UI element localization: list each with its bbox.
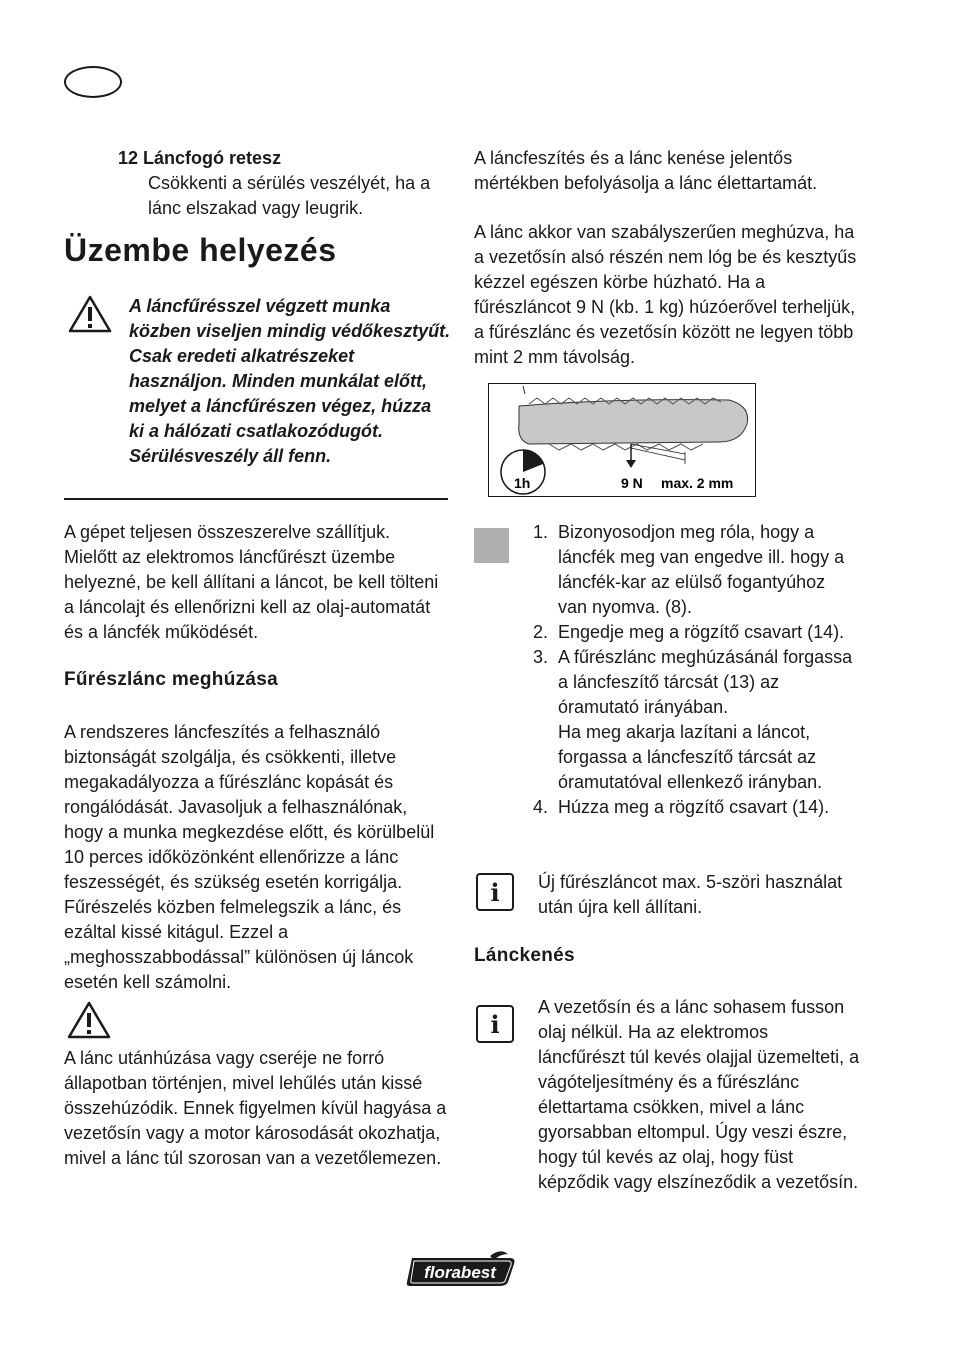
item-12-text: Csökkenti a sérülés veszélyét, ha a lánc elszakad vagy leugrik. [148,173,431,218]
chain-bar-illustration [489,384,755,496]
step-item: 1. Bizonyosodjon meg róla, hogy a láncfék meg van engedve ill. hogy a láncfék-kar az elülső fogantyúhoz van nyomva. (8). [532,522,845,617]
step-item: 3. A fűrészlánc meghúzásánál forgassa a láncfeszítő tárcsát (13) az óramutató irányában. Ha meg akarja lazítani a láncot, forgassa a láncfeszítő tárcsát az óramutatóval ellenkező irányban. [532,647,853,792]
subheading-chain-tension: Fűrészlánc meghúzása [64,669,279,690]
item-12-heading [118,146,448,171]
logo-text: florabest [424,1263,496,1282]
step-marker [474,528,509,563]
chain-tension-diagram [488,383,756,497]
florabest-logo [404,1250,518,1288]
info-text-1: Új fűrészláncot max. 5-szöri használat után újra kell állítani. [538,872,843,917]
steps-list [524,520,858,820]
warning-icon-2 [66,1000,112,1040]
warning-paragraph: A lánc utánhúzása vagy cseréje ne forró állapotban történjen, mivel lehűlés után kissé összehúzódik. Ennek figyelmen kívül hagyása a vezetősín vagy a motor károsodását okozhatja, mivel a lánc túl szorosan van a vezetőlemezen. [64,1048,447,1168]
label-max: max. 2 mm [661,475,734,491]
item-12 [118,146,448,221]
warning-text: A láncfűrésszel végzett munka közben viseljen mindig védőkesztyűt. Csak eredeti alkatrészeket használjon. Minden munkálat előtt, melyet a láncfűrészen végez, húzza ki a hálózati csatlakozódugót. Sérülésveszély áll fenn. [129,296,451,466]
right-paragraph-1: A láncfeszítés és a lánc kenése jelentős mértékben befolyásolja a lánc élettartamát. [474,148,818,193]
step-item: 4. Húzza meg a rögzítő csavart (14). [532,797,830,817]
body-paragraph: A rendszeres láncfeszítés a felhasználó biztonságát szolgálja, és csökkenti, illetve megakadályozza a fűrészlánc kopását és rongálódását. Javasoljuk a felhasználónak, hogy a munka megkezdése előtt, és körülbelül 10 perces időközönként ellenőrizze a lánc feszességét, és szükség esetén korrigálja. Fűrészelés közben felmelegszik a lánc, és ezáltal kissé kitágul. Ezzel a „meghosszabbodással” különösen új láncok esetén kell számolni. [64,722,435,992]
label-9n: 9 N [621,475,643,491]
section-title: Üzembe helyezés [64,232,337,268]
warning-icon [67,294,113,334]
info-icon: i [476,873,514,911]
info-text-2: A vezetősín és a lánc sohasem fusson olaj nélkül. Ha az elektromos láncfűrészt túl kevés olajjal üzemelteti, a vágóteljesítmény és a fűrészlánc élettartama csökken, mivel a lánc gyorsabban eltompul. Úgy veszi észre, hogy túl kevés az olaj, hogy füst képződik vagy elszíneződik a vezetősín. [538,997,860,1192]
item-12-number: 12 [118,148,139,168]
item-12-title: Láncfogó retesz [143,148,282,168]
label-1h: 1h [514,475,531,491]
warning-box [64,294,451,500]
step-item: 2. Engedje meg a rögzítő csavart (14). [532,622,845,642]
info-icon-2: i [476,1005,514,1043]
intro-paragraph: A gépet teljesen összeszerelve szállítjuk. Mielőtt az elektromos láncfűrészt üzembe helyezné, be kell állítani a láncot, be kell tölteni a láncolajt és ellenőrizni kell az olaj-automatát és a láncfék működését. [64,522,439,642]
subheading-lubrication: Lánckenés [474,945,575,966]
right-paragraph-2: A lánc akkor van szabályszerűen meghúzva, ha a vezetősín alsó részén nem lóg be és kesztyűs kézzel egészen körbe húzható. Ha a fűrészláncot 9 N (kb. 1 kg) húzóerővel terheljük, a fűrészlánc és vezetősín között ne legyen több mint 2 mm távolság. [474,222,857,367]
language-badge [64,66,122,98]
